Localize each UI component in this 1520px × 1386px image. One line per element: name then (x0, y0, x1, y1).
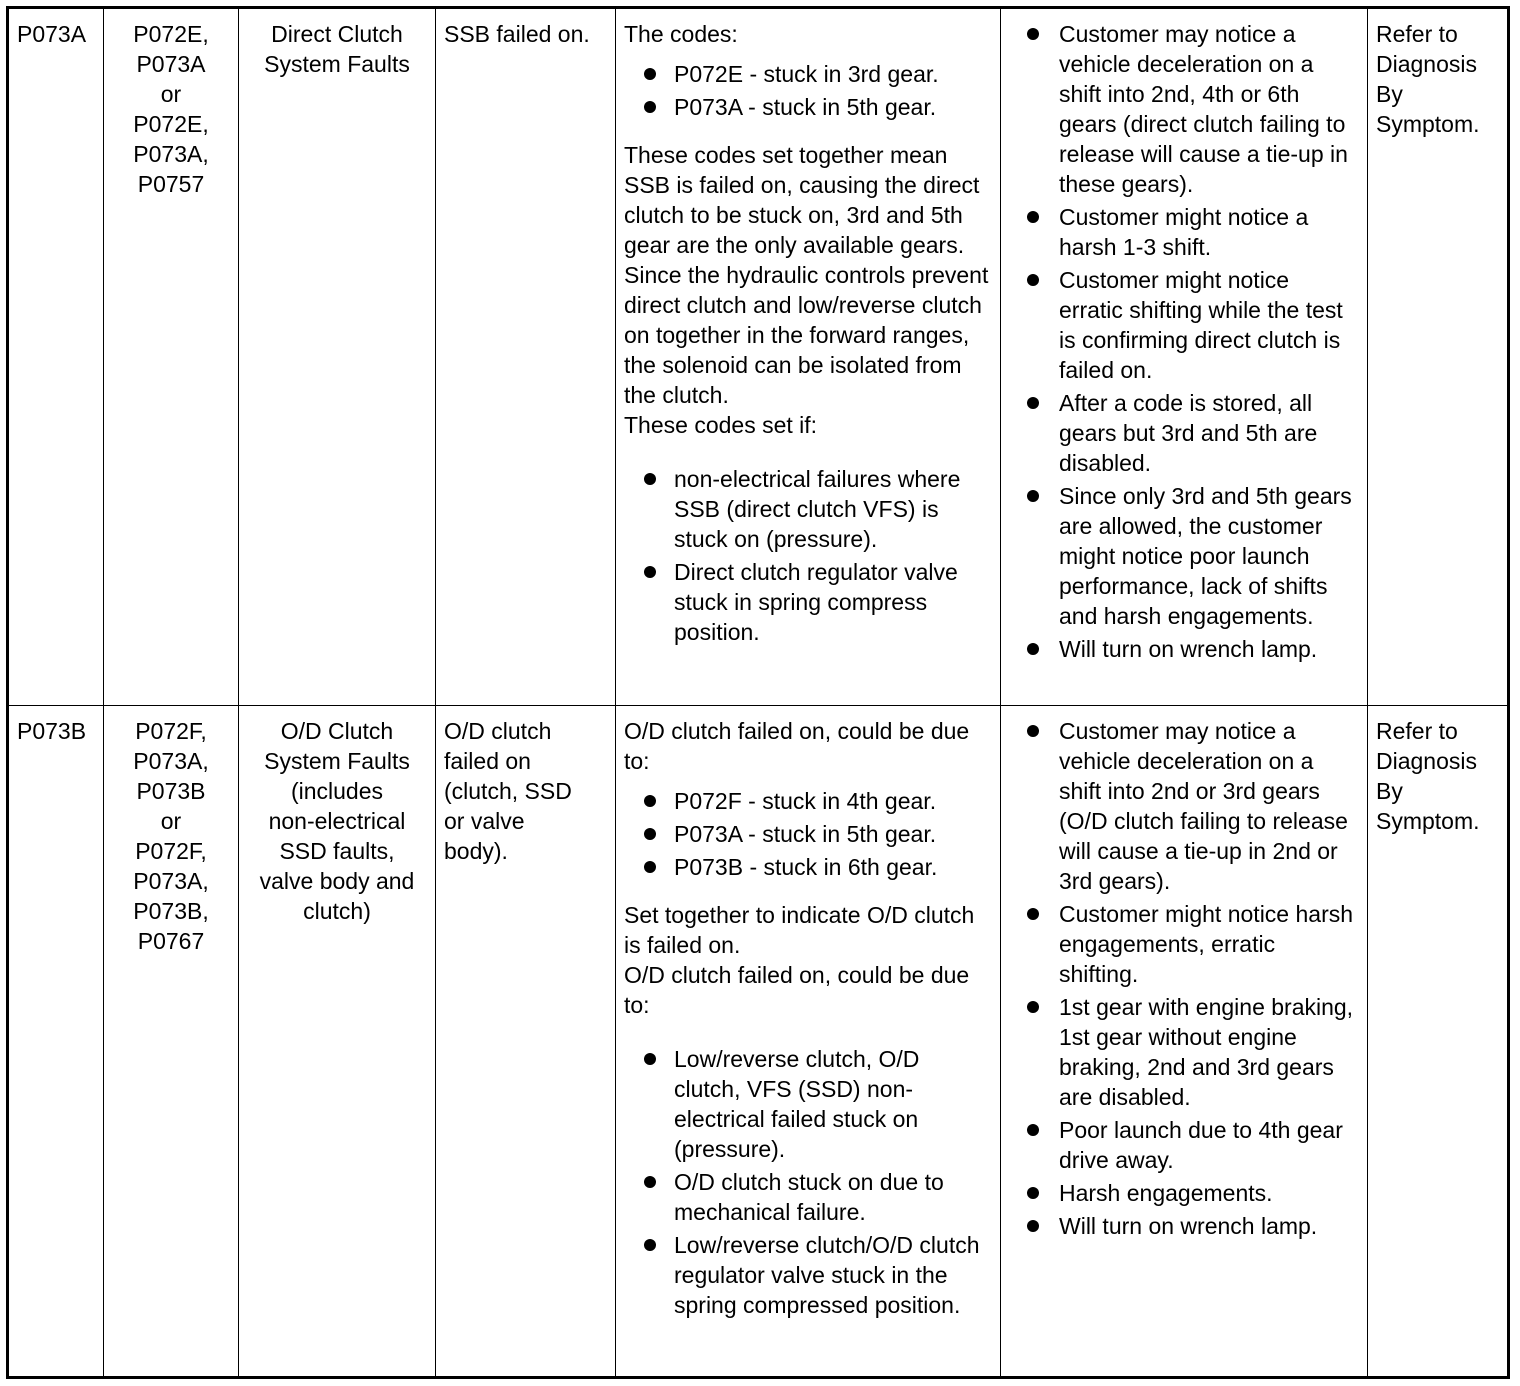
symptom-list (1009, 19, 1359, 664)
related-code-line: P073B, (133, 898, 209, 924)
stuck-gear-list (624, 59, 992, 122)
related-code-line: or (160, 808, 182, 834)
list-item: Customer might notice harsh engagements, erratic shifting. (1009, 899, 1359, 989)
list-item: Since only 3rd and 5th gears are allowed, the customer might notice poor launch performance, lack of shifts and harsh engagements. (1009, 481, 1359, 631)
cause-list (624, 464, 992, 647)
table-row (8, 706, 1509, 1378)
related-codes-cell (104, 706, 239, 1378)
stuck-gear-list (624, 786, 992, 882)
list-item: P073B - stuck in 6th gear. (624, 852, 992, 882)
related-code-line: P072E, (133, 21, 209, 47)
list-item: Will turn on wrench lamp. (1009, 634, 1359, 664)
description-line: System Faults (264, 51, 410, 77)
dtc-code: P073B (17, 718, 87, 744)
list-item: Direct clutch regulator valve stuck in spring compress position. (624, 557, 992, 647)
detail-cell (616, 8, 1001, 706)
condition-line: (clutch, SSD (444, 778, 572, 804)
cause-list (624, 1044, 992, 1320)
action-line: Diagnosis (1376, 51, 1477, 77)
list-item: Low/reverse clutch/O/D clutch regulator valve stuck in the spring compressed position. (624, 1230, 992, 1320)
dtc-code-cell (8, 706, 104, 1378)
list-item: Customer might notice a harsh 1-3 shift. (1009, 202, 1359, 262)
description-line: clutch) (303, 898, 371, 924)
related-code-line: P073A, (133, 141, 209, 167)
description-cell (239, 706, 436, 1378)
detail-intro: The codes: (624, 21, 738, 47)
symptoms-cell (1001, 8, 1368, 706)
related-code-line: P072E, (133, 111, 209, 137)
related-code-line: P072F, (135, 838, 207, 864)
list-item: Poor launch due to 4th gear drive away. (1009, 1115, 1359, 1175)
description-line: SSD faults, (279, 838, 395, 864)
description-line: System Faults (264, 748, 410, 774)
action-cell (1368, 8, 1509, 706)
dtc-code: P073A (17, 21, 87, 47)
action-line: Symptom. (1376, 111, 1480, 137)
description-line: O/D Clutch (280, 718, 394, 744)
description-cell (239, 8, 436, 706)
description-line: non-electrical (268, 808, 406, 834)
detail-paragraph: O/D clutch failed on, could be due to: (624, 962, 970, 1018)
action-line: Diagnosis (1376, 748, 1477, 774)
list-item: non-electrical failures where SSB (direct clutch VFS) is stuck on (pressure). (624, 464, 992, 554)
description-line: valve body and (259, 868, 415, 894)
list-item: P073A - stuck in 5th gear. (624, 819, 992, 849)
symptoms-cell (1001, 706, 1368, 1378)
related-code-line: P073A, (133, 868, 209, 894)
related-codes-cell (104, 8, 239, 706)
list-item: P072F - stuck in 4th gear. (624, 786, 992, 816)
list-item: P073A - stuck in 5th gear. (624, 92, 992, 122)
condition-line: or valve (444, 808, 525, 834)
list-item: Harsh engagements. (1009, 1178, 1359, 1208)
list-item: Customer may notice a vehicle deceleration on a shift into 2nd or 3rd gears (O/D clutch failing to release will cause a tie-up in 2nd or 3rd gears). (1009, 716, 1359, 896)
detail-paragraph: These codes set if: (624, 412, 818, 438)
action-line: Refer to (1376, 21, 1458, 47)
list-item: O/D clutch stuck on due to mechanical failure. (624, 1167, 992, 1227)
action-cell (1368, 706, 1509, 1378)
detail-paragraph: These codes set together mean SSB is failed on, causing the direct clutch to be stuck on, 3rd and 5th gear are the only available gears. (624, 142, 980, 258)
related-code-line: P0767 (137, 928, 205, 954)
detail-intro: O/D clutch failed on, could be due to: (624, 718, 970, 774)
action-line: By (1376, 778, 1403, 804)
list-item: Customer may notice a vehicle deceleration on a shift into 2nd, 4th or 6th gears (direct clutch failing to release will cause a tie-up in these gears). (1009, 19, 1359, 199)
action-line: Refer to (1376, 718, 1458, 744)
list-item: 1st gear with engine braking, 1st gear without engine braking, 2nd and 3rd gears are disabled. (1009, 992, 1359, 1112)
description-line: Direct Clutch (271, 21, 403, 47)
condition-line: failed on (444, 748, 531, 774)
condition-text: SSB failed on. (444, 21, 590, 47)
list-item: Will turn on wrench lamp. (1009, 1211, 1359, 1241)
list-item: P072E - stuck in 3rd gear. (624, 59, 992, 89)
condition-line: O/D clutch (444, 718, 552, 744)
dtc-code-cell (8, 8, 104, 706)
action-line: By (1376, 81, 1403, 107)
condition-cell (436, 706, 616, 1378)
detail-paragraph: Since the hydraulic controls prevent direct clutch and low/reverse clutch on together in the forward ranges, the solenoid can be isolated from the clutch. (624, 262, 989, 408)
detail-paragraph: Set together to indicate O/D clutch is failed on. (624, 902, 975, 958)
list-item: Low/reverse clutch, O/D clutch, VFS (SSD) non-electrical failed stuck on (pressure). (624, 1044, 992, 1164)
symptom-list (1009, 716, 1359, 1241)
condition-cell (436, 8, 616, 706)
list-item: After a code is stored, all gears but 3rd and 5th are disabled. (1009, 388, 1359, 478)
description-line: (includes (290, 778, 384, 804)
table-row (8, 8, 1509, 706)
action-line: Symptom. (1376, 808, 1480, 834)
dtc-table (6, 6, 1510, 1379)
related-code-line: P072F, (135, 718, 207, 744)
related-code-line: or (160, 81, 182, 107)
related-code-line: P073A, (133, 748, 209, 774)
detail-cell (616, 706, 1001, 1378)
list-item: Customer might notice erratic shifting while the test is confirming direct clutch is failed on. (1009, 265, 1359, 385)
related-code-line: P073B (136, 778, 206, 804)
related-code-line: P0757 (137, 171, 205, 197)
condition-line: body). (444, 838, 508, 864)
related-code-line: P073A (136, 51, 206, 77)
